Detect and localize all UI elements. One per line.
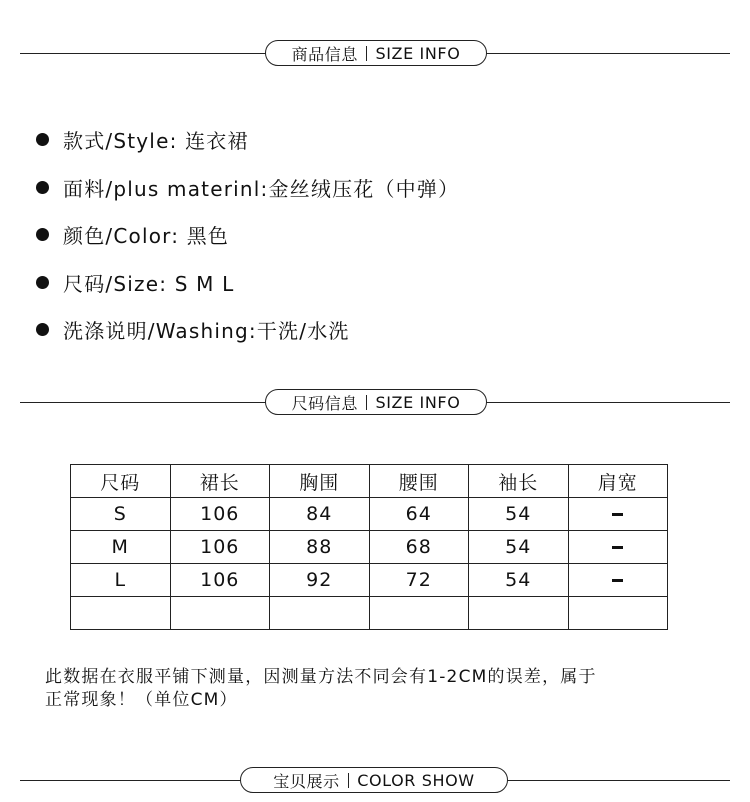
col-header-waist: 腰围 xyxy=(369,465,469,498)
table-cell: 84 xyxy=(270,498,370,531)
table-cell: 106 xyxy=(170,531,270,564)
header-label-cn: 宝贝展示 xyxy=(273,771,340,791)
table-row xyxy=(71,498,668,531)
bullet-icon xyxy=(36,133,49,146)
table-cell: L xyxy=(71,564,171,597)
info-item-fabric xyxy=(36,164,459,212)
header-label-cn: 尺码信息 xyxy=(291,393,358,413)
table-cell: 54 xyxy=(469,498,569,531)
info-item-text: 款式/Style: 连衣裙 xyxy=(63,129,249,154)
table-cell: S xyxy=(71,498,171,531)
table-row xyxy=(71,564,668,597)
header-separator xyxy=(348,773,350,788)
section-header-color-show xyxy=(20,767,730,795)
dash-value xyxy=(612,513,623,516)
table-cell xyxy=(568,531,668,564)
table-cell: 64 xyxy=(369,498,469,531)
header-label-en: COLOR SHOW xyxy=(357,770,475,790)
info-item-size xyxy=(36,259,459,307)
table-header-row xyxy=(71,465,668,498)
info-item-text: 尺码/Size: S M L xyxy=(63,271,235,296)
header-label-capsule xyxy=(240,767,508,793)
col-header-length: 裙长 xyxy=(170,465,270,498)
table-row xyxy=(71,531,668,564)
dash-value xyxy=(612,579,623,582)
header-label-capsule xyxy=(265,389,487,415)
table-cell xyxy=(71,597,171,630)
info-item-text: 颜色/Color: 黑色 xyxy=(63,224,230,249)
table-row-empty xyxy=(71,597,668,630)
table-cell: M xyxy=(71,531,171,564)
info-item-text: 洗涤说明/Washing:干洗/水洗 xyxy=(63,319,350,344)
bullet-icon xyxy=(36,323,49,336)
col-header-shoulder: 肩宽 xyxy=(568,465,668,498)
table-cell: 54 xyxy=(469,564,569,597)
col-header-sleeve: 袖长 xyxy=(469,465,569,498)
table-cell xyxy=(568,597,668,630)
table-cell: 54 xyxy=(469,531,569,564)
header-label-cn: 商品信息 xyxy=(291,44,358,64)
table-cell xyxy=(568,498,668,531)
info-item-style xyxy=(36,116,459,164)
table-cell: 68 xyxy=(369,531,469,564)
note-line: 正常现象！（单位CM） xyxy=(45,690,238,710)
measurement-note xyxy=(45,666,715,712)
header-label-en: SIZE INFO xyxy=(375,43,461,63)
dash-value xyxy=(612,546,623,549)
header-separator xyxy=(366,46,368,61)
table-cell xyxy=(270,597,370,630)
bullet-icon xyxy=(36,228,49,241)
header-separator xyxy=(366,395,368,410)
info-item-washing xyxy=(36,306,459,354)
col-header-size: 尺码 xyxy=(71,465,171,498)
table-cell: 92 xyxy=(270,564,370,597)
info-item-color xyxy=(36,211,459,259)
bullet-icon xyxy=(36,181,49,194)
col-header-bust: 胸围 xyxy=(270,465,370,498)
table-cell xyxy=(469,597,569,630)
info-item-text: 面料/plus materinl:金丝绒压花（中弹） xyxy=(63,176,460,201)
table-cell: 106 xyxy=(170,564,270,597)
bullet-icon xyxy=(36,276,49,289)
header-label-en: SIZE INFO xyxy=(375,392,461,412)
section-header-size-info xyxy=(20,389,730,417)
section-header-product-info xyxy=(20,40,730,68)
size-chart-table xyxy=(70,464,668,630)
header-label-capsule xyxy=(265,40,487,66)
table-cell: 106 xyxy=(170,498,270,531)
note-line: 此数据在衣服平铺下测量，因测量方法不同会有1-2CM的误差，属于 xyxy=(45,667,597,687)
table-cell xyxy=(170,597,270,630)
table-cell xyxy=(369,597,469,630)
product-info-list xyxy=(36,116,459,354)
table-cell xyxy=(568,564,668,597)
table-cell: 88 xyxy=(270,531,370,564)
table-cell: 72 xyxy=(369,564,469,597)
